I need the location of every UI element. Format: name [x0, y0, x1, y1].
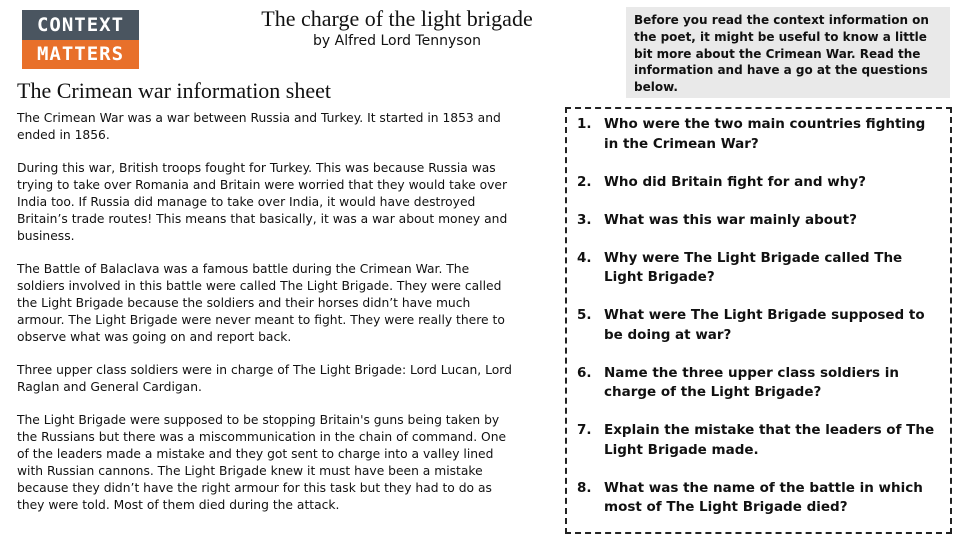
question-item: [577, 115, 940, 154]
paragraph: Three upper class soldiers were in charge of The Light Brigade: Lord Lucan, Lord Raglan and General Cardigan.: [17, 363, 512, 394]
questions-box: [565, 107, 952, 534]
question-number: 7.: [577, 422, 592, 438]
question-number: 8.: [577, 479, 592, 496]
question-text: Name the three upper class soldiers in charge of the Light Brigade?: [604, 364, 899, 400]
sheet-title: The Crimean war information sheet: [17, 78, 332, 103]
question-number: 1.: [577, 116, 592, 132]
question-number: 5.: [577, 307, 592, 323]
question-number: 4.: [577, 249, 592, 266]
logo-line-context: CONTEXT: [22, 10, 139, 40]
question-text: Who were the two main countries fighting in the Crimean War?: [604, 116, 926, 152]
question-item: [577, 249, 940, 288]
question-number: 3.: [577, 211, 592, 228]
question-text: What was the name of the battle in which most of The Light Brigade died?: [604, 479, 923, 515]
paragraph: During this war, British troops fought for Turkey. This was because Russia was trying to take over Romania and Britain were worried that they would take over India too. If Russia did manage to take over India, it would have destroyed Britain’s trade routes! This means that basically, it was a war about money and business.: [17, 161, 508, 243]
paragraph: The Crimean War was a war between Russia and Turkey. It started in 1853 and ended in 1856.: [17, 111, 501, 142]
paragraph: The Battle of Balaclava was a famous battle during the Crimean War. The soldiers involved in this battle were called The Light Brigade. They were called the Light Brigade because the soldiers and their horses didn’t have much armour. The Light Brigade were never meant to fight. They were really there to observe what was going on and report back.: [17, 262, 505, 344]
question-text: Why were The Light Brigade called The Light Brigade?: [604, 249, 903, 285]
question-item: [577, 364, 940, 403]
question-text: What was this war mainly about?: [604, 211, 857, 228]
question-item: [577, 211, 940, 231]
question-text: Explain the mistake that the leaders of The Light Brigade made.: [604, 422, 935, 458]
question-number: 2.: [577, 173, 592, 190]
question-number: 6.: [577, 364, 592, 381]
instructions-note: Before you read the context information on the poet, it might be useful to know a little bit more about the Crimean War. Read the information and have a go at the questions below.: [626, 7, 950, 98]
question-text: What were The Light Brigade supposed to be doing at war?: [604, 307, 925, 343]
question-item: [577, 479, 940, 518]
question-text: Who did Britain fight for and why?: [604, 173, 866, 190]
question-item: [577, 173, 940, 193]
page-title: The charge of the light brigade: [261, 6, 533, 31]
paragraph: The Light Brigade were supposed to be stopping Britain's guns being taken by the Russians but there was a miscommunication in the chain of command. One of the leaders made a mistake and they got sent to charge into a valley lined with Russian cannons. The Light Brigade knew it must have been a mistake because they didn’t have the right armour for this task but they had to do as they were told. Most of them died during the attack.: [17, 413, 507, 512]
poem-author: by Alfred Lord Tennyson: [313, 33, 481, 49]
information-text: [17, 110, 517, 530]
question-item: [577, 306, 940, 345]
logo-line-matters: MATTERS: [22, 40, 139, 69]
context-matters-logo: [22, 10, 139, 69]
question-item: [577, 421, 940, 460]
